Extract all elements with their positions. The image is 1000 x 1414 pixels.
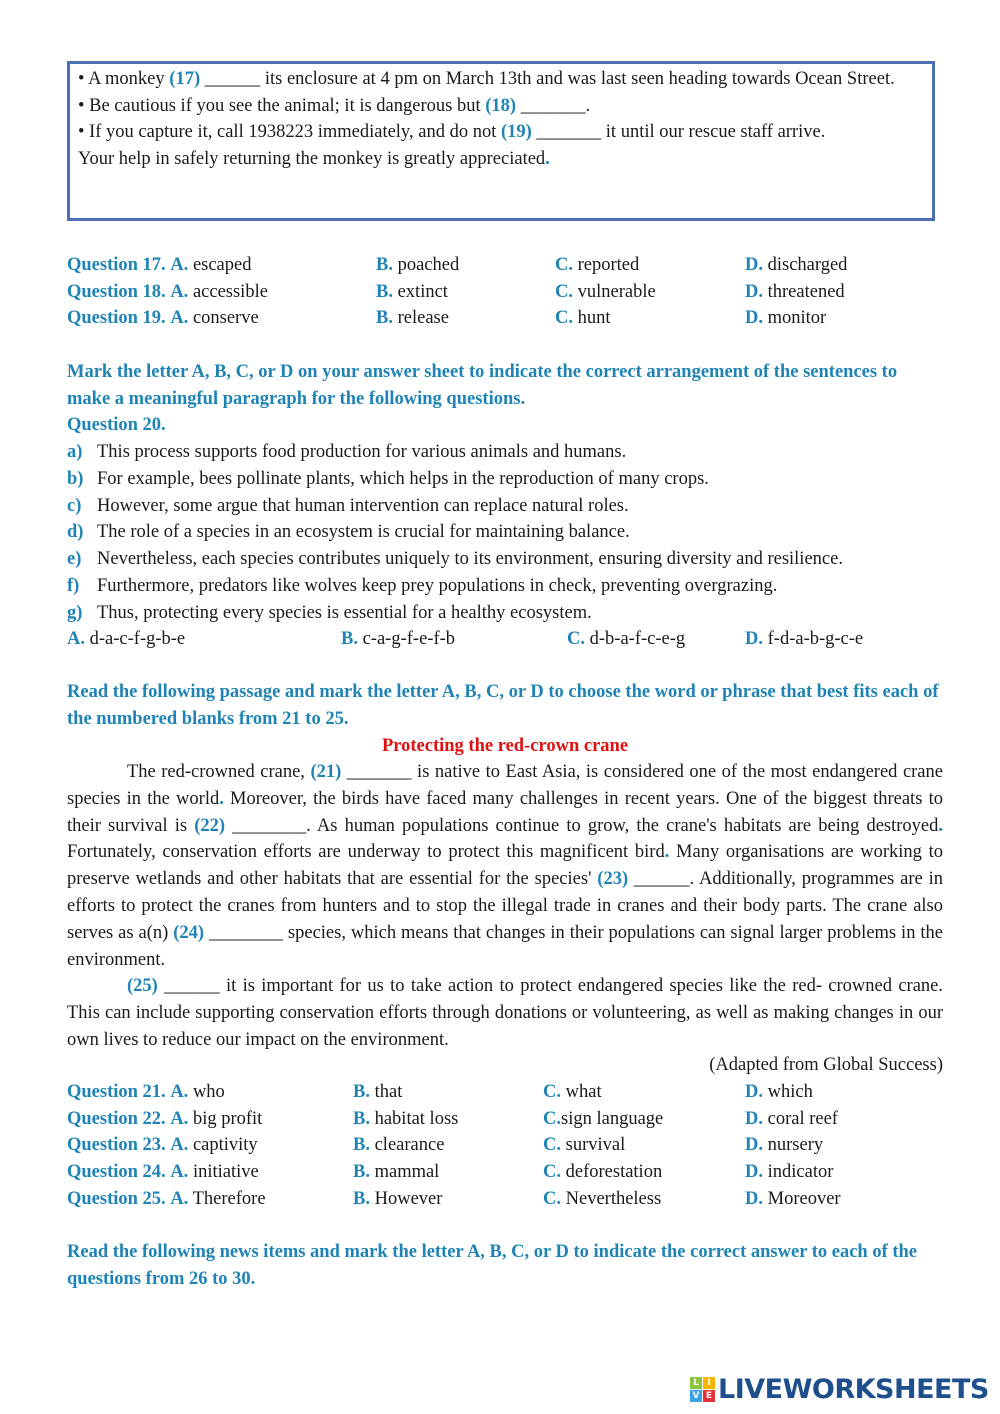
option-d: Moreover <box>767 1188 841 1209</box>
option-a: accessible <box>192 281 268 302</box>
liveworksheets-logo <box>690 1374 989 1404</box>
option-c: d-b-a-f-c-e-g <box>589 629 686 649</box>
news-instruction: Read the following news items and mark the letter A, B, C, or D to indicate the correct answer to each of the questions from 26 to 30. <box>67 1242 918 1289</box>
option-a: who <box>192 1082 225 1102</box>
option-c: sign language <box>561 1108 664 1129</box>
option-b: poached <box>397 255 460 275</box>
option-c: vulnerable <box>577 281 656 302</box>
blank-number-25: (25) <box>127 976 158 997</box>
option-a: initiative <box>192 1162 259 1183</box>
blank-number-24: (24) <box>173 922 205 943</box>
sentence-c: c) However, some argue that human intervention can replace natural roles. <box>67 495 629 516</box>
option-b: c-a-g-f-e-f-b <box>362 629 456 649</box>
notice-line-17: • A monkey (17) ______ its enclosure at 4 pm on March 13th and was last seen heading towards Ocean Street. <box>78 69 895 89</box>
option-d: nursery <box>767 1135 824 1156</box>
option-c: deforestation <box>565 1162 663 1183</box>
notice-line-18: • Be cautious if you see the animal; it is dangerous but (18) _______. <box>78 95 591 116</box>
sentence-f: f) Furthermore, predators like wolves keep prey populations in check, preventing overgrazing. <box>67 575 778 596</box>
passage-body <box>67 759 943 1054</box>
blank-number-19: (19) <box>500 122 532 142</box>
sentence-d: d) The role of a species in an ecosystem is crucial for maintaining balance. <box>67 522 630 543</box>
question-20-heading: Question 20. <box>67 415 166 435</box>
option-c: reported <box>577 255 640 275</box>
sentence-g: g) Thus, protecting every species is essential for a healthy ecosystem. <box>67 602 592 623</box>
logo-blocks-icon: L I V E <box>690 1377 715 1402</box>
passage-title: Protecting the red-crown crane <box>381 736 629 756</box>
blank-number-22: (22) <box>194 815 226 836</box>
option-b: clearance <box>374 1135 445 1156</box>
option-c: hunt <box>577 308 611 329</box>
option-b: release <box>397 308 449 329</box>
blank-number-17: (17) <box>169 69 201 89</box>
option-a: Therefore <box>192 1188 266 1209</box>
option-d: threatened <box>767 281 845 302</box>
blank-number-18: (18) <box>485 95 517 116</box>
option-b: that <box>374 1082 403 1102</box>
option-d: which <box>767 1082 813 1102</box>
blank-number-23: (23) <box>597 869 629 890</box>
sentence-b: b) For example, bees pollinate plants, which helps in the reproduction of many crops. <box>67 468 709 489</box>
passage-paragraph-1: The red-crowned crane, (21) _______ is native to East Asia, is considered one of the most endangered crane species in the world. Moreover, the birds have faced many challenges in recent years. One of the biggest threats to their survival is (22) ________. As human populations continue to grow, the crane's habitats are being destroyed. Fortunately, conservation efforts are underway to protect this magnificent bird. Many organisations are working to preserve wetlands and other habitats that are essential for the species' (23) ______. Additionally, programmes are in efforts to protect the cranes from hunters and to stop the illegal trade in cranes and their body parts. The crane also serves as a(n) (24) ________ species, which means that changes in their populations can signal larger problems in the environment. <box>67 762 944 970</box>
sentence-e: e) Nevertheless, each species contributes uniquely to its environment, ensuring diversity and resilience. <box>67 549 843 570</box>
option-c: what <box>565 1082 602 1102</box>
option-b: extinct <box>397 281 448 302</box>
notice-box <box>67 61 935 221</box>
sentence-list <box>67 439 943 627</box>
option-a: d-a-c-f-g-b-e <box>89 629 186 649</box>
blank-number-21: (21) <box>310 762 342 782</box>
option-d: indicator <box>767 1162 834 1183</box>
passage-instruction: Read the following passage and mark the letter A, B, C, or D to choose the word or phrase that best fits each of the numbered blanks from 21 to 25. <box>67 682 939 729</box>
sentence-a: a) This process supports food production for various animals and humans. <box>67 442 627 462</box>
passage-paragraph-2: (25) ______ it is important for us to take action to protect endangered species like the red- crowned crane. This can include supporting conservation efforts through donations or volunteering, as well as making changes in our own lives to reduce our impact on the environment. <box>67 976 943 1050</box>
option-a: conserve <box>192 308 259 329</box>
logo-wordmark: LIVEWORKSHEETS <box>718 1373 989 1405</box>
option-d: f-d-a-b-g-c-e <box>767 629 864 649</box>
option-b: habitat loss <box>374 1108 459 1129</box>
passage-source: (Adapted from Global Success) <box>709 1055 943 1075</box>
option-b: However <box>374 1188 443 1209</box>
arrangement-instruction: Mark the letter A, B, C, or D on your answer sheet to indicate the correct arrangement of the sentences to make a meaningful paragraph for the following questions. <box>67 362 898 409</box>
option-c: Nevertheless <box>565 1188 662 1209</box>
option-d: discharged <box>767 255 848 275</box>
option-a: escaped <box>192 255 252 275</box>
option-a: captivity <box>192 1135 258 1156</box>
notice-closing: Your help in safely returning the monkey is greatly appreciated. <box>78 148 550 169</box>
notice-line-19: • If you capture it, call 1938223 immediately, and do not (19) _______ it until our rescue staff arrive. <box>78 122 826 142</box>
option-d: monitor <box>767 308 827 329</box>
option-a: big profit <box>192 1108 263 1129</box>
option-d: coral reef <box>767 1108 838 1129</box>
option-c: survival <box>565 1135 626 1156</box>
option-b: mammal <box>374 1162 440 1183</box>
